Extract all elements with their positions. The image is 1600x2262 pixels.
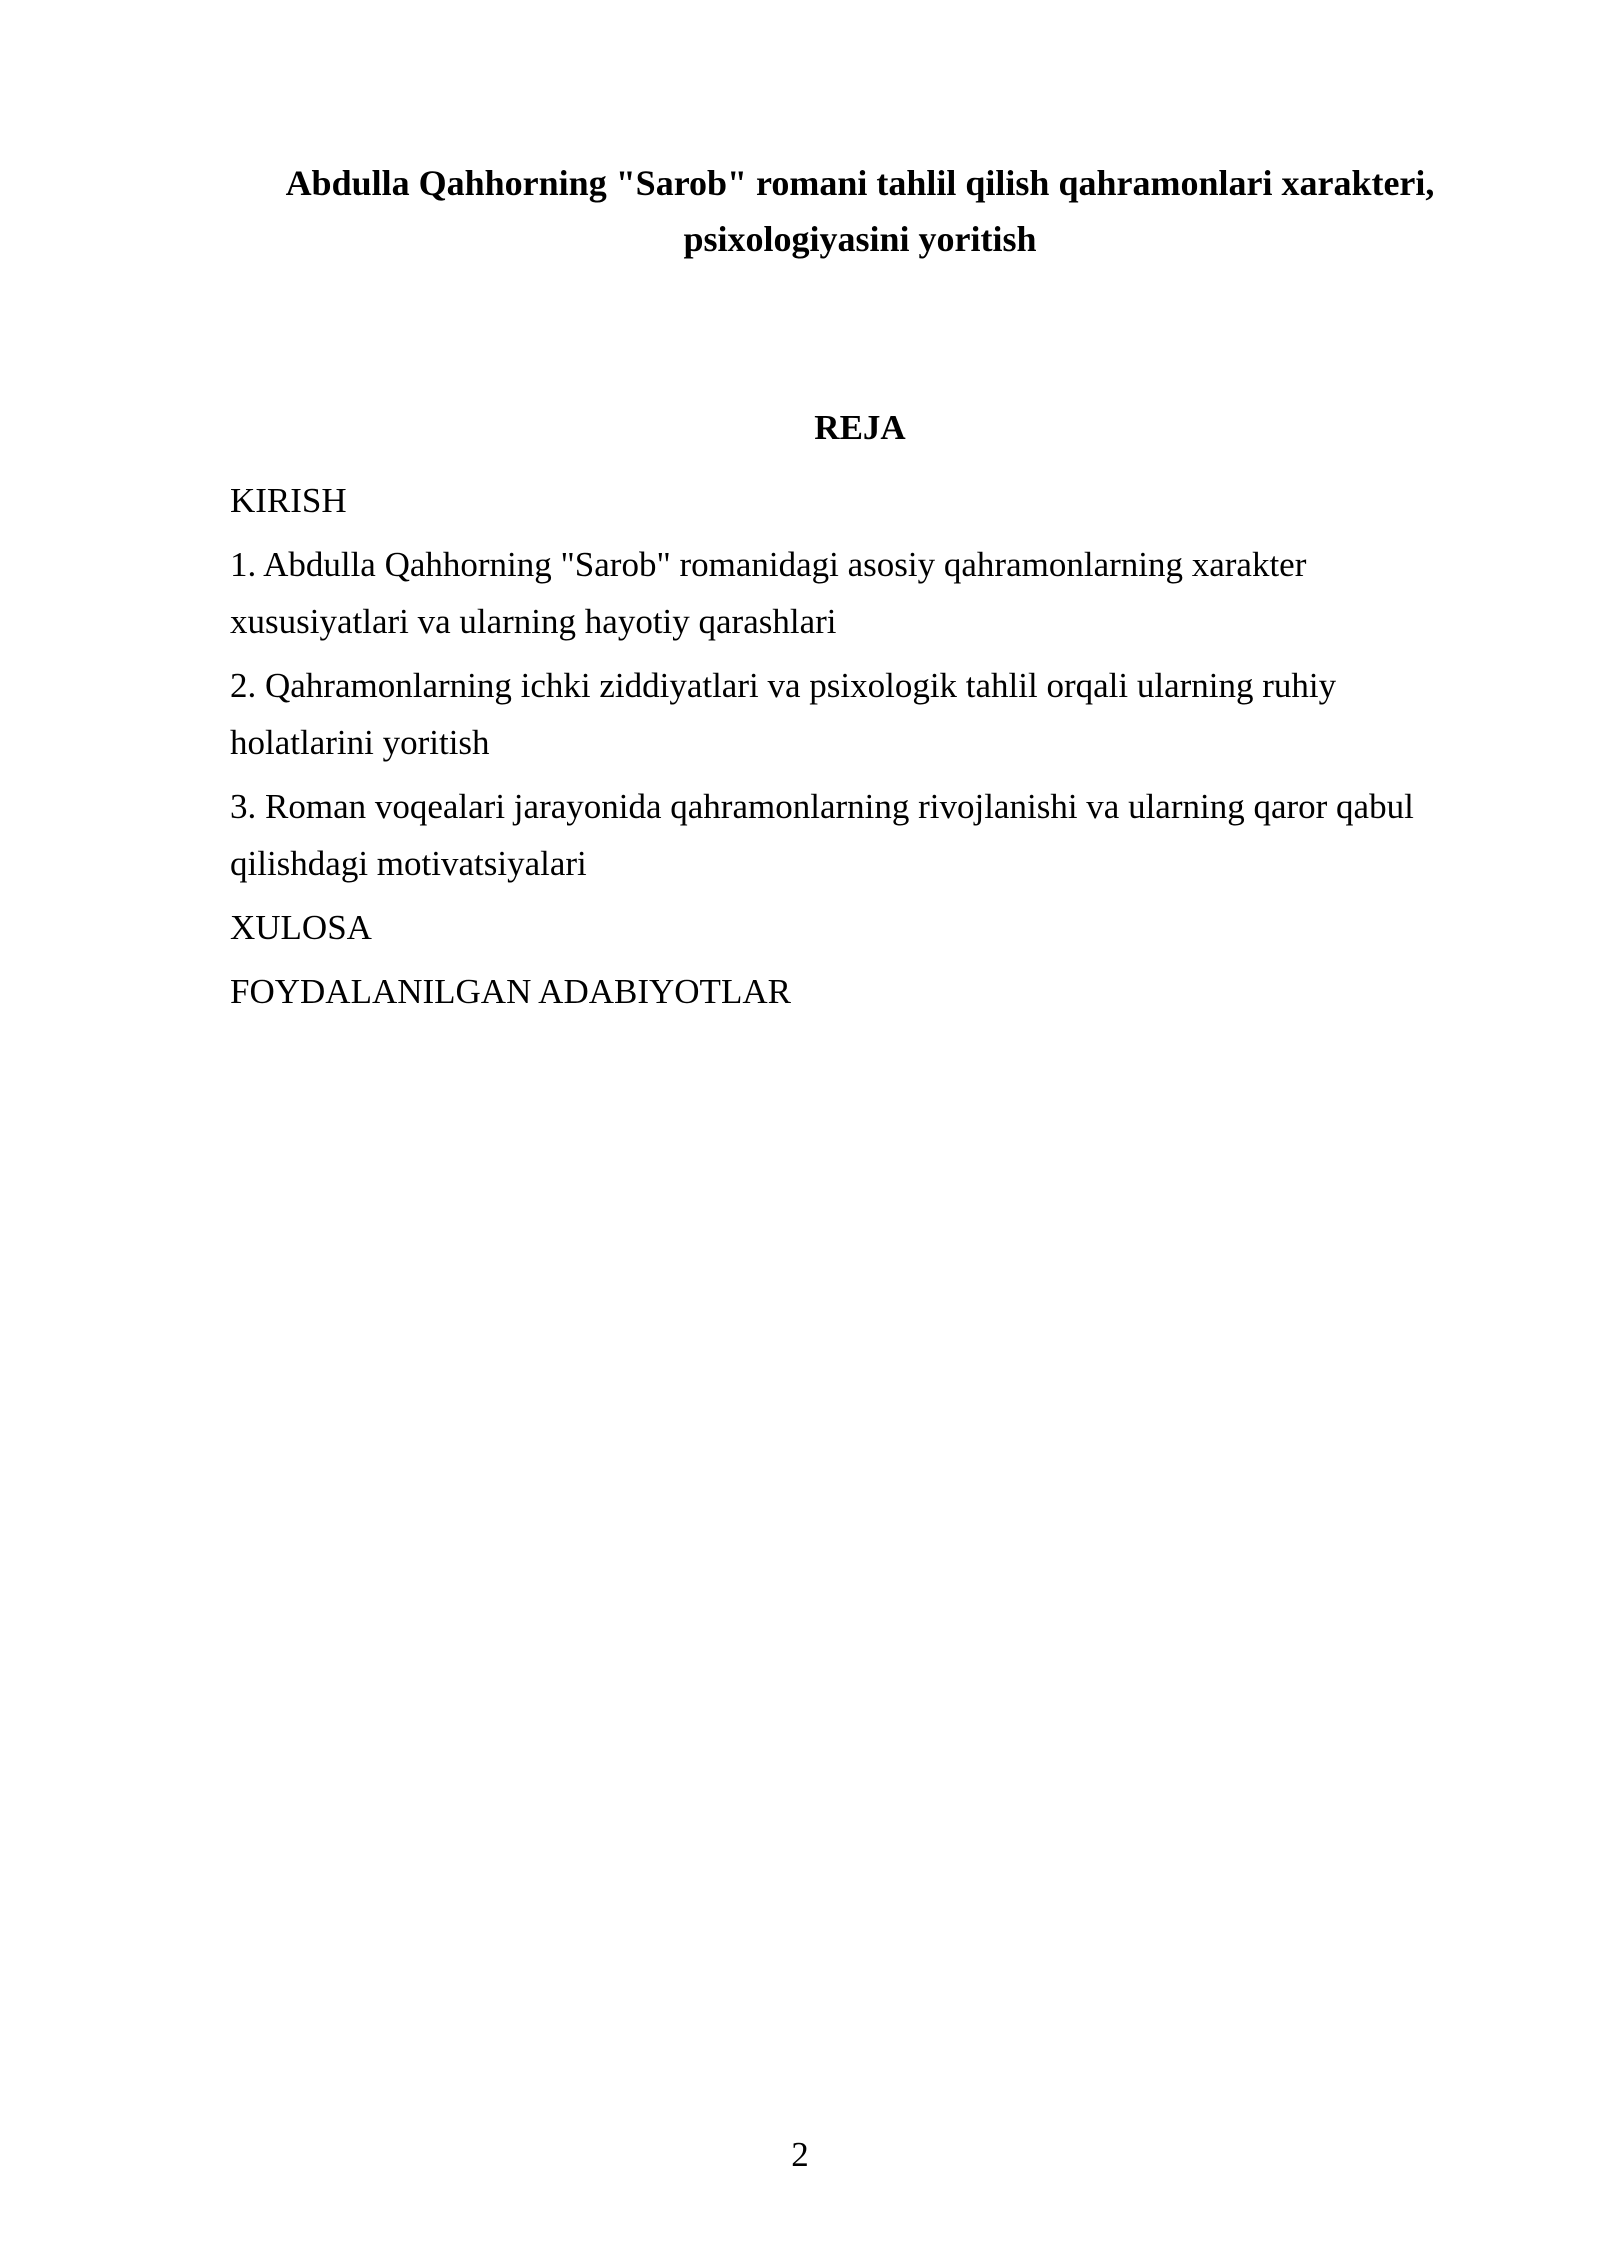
plan-item-3: 3. Roman voqealari jarayonida qahramonlarning rivojlanishi va ularning qaror qabul qilishdagi motivatsiyalari [230, 787, 1414, 883]
plan-item-introduction: KIRISH [230, 481, 347, 520]
plan-list [230, 472, 1455, 1027]
page-number: 2 [791, 2135, 809, 2174]
plan-item-conclusion: XULOSA [230, 908, 372, 947]
plan-item-1: 1. Abdulla Qahhorning "Sarob" romanidagi asosiy qahramonlarning xarakter xususiyatlari va ularning hayotiy qarashlari [230, 545, 1307, 641]
plan-item-references: FOYDALANILGAN ADABIYOTLAR [230, 972, 791, 1011]
plan-item-2: 2. Qahramonlarning ichki ziddiyatlari va psixologik tahlil orqali ularning ruhiy holatlarini yoritish [230, 666, 1337, 762]
document-title: Abdulla Qahhorning "Sarob" romani tahlil qilish qahramonlari xarakteri, psixologiyasini yoritish [285, 163, 1435, 259]
plan-heading: REJA [814, 408, 906, 447]
